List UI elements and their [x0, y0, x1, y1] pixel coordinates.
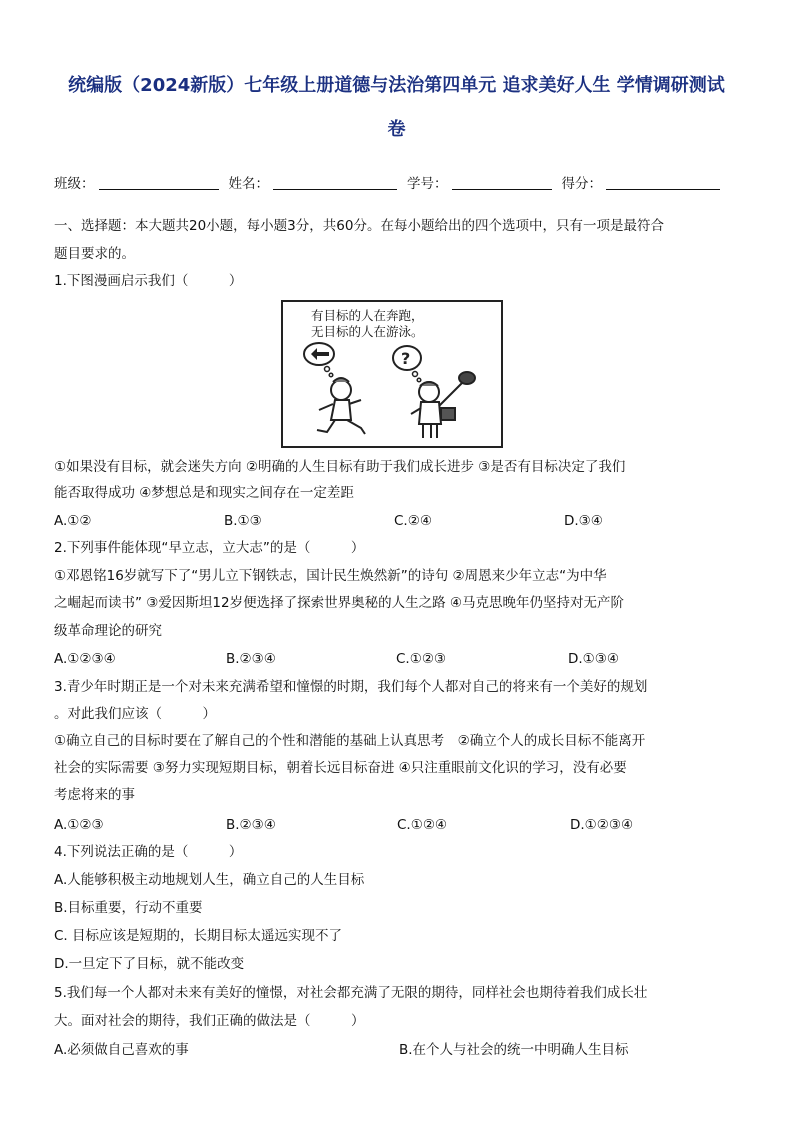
q4-stem: 4.下列说法正确的是（ ） [54, 844, 243, 860]
score-label: 得分： [561, 176, 602, 192]
q1-option-d[interactable]: D.③④ [564, 513, 603, 529]
q4-option-d[interactable]: D.一旦定下了目标，就不能改变 [54, 956, 245, 972]
q1-body-line-1: ①如果没有目标，就会迷失方向 ②明确的人生目标有助于我们成长进步 ③是否有目标决定了我们 [54, 459, 626, 475]
title-line-1: 统编版（2024新版）七年级上册道德与法治第四单元 追求美好人生 学情调研测试 [68, 75, 725, 96]
id-label: 学号： [407, 176, 448, 192]
q2-option-a[interactable]: A.①②③④ [54, 651, 116, 667]
q1-option-b[interactable]: B.①③ [224, 513, 262, 529]
q3-option-c[interactable]: C.①②④ [397, 817, 448, 833]
class-blank[interactable] [99, 174, 219, 190]
q5-options [54, 1040, 739, 1060]
q3-option-d[interactable]: D.①②③④ [570, 817, 634, 833]
id-blank[interactable] [452, 174, 552, 190]
q5-stem-line-2: 大。面对社会的期待，我们正确的做法是（ ） [54, 1013, 365, 1029]
q1-options [54, 511, 739, 531]
q4-option-a[interactable]: A.人能够积极主动地规划人生，确立自己的人生目标 [54, 872, 365, 888]
question-thought-bubble-icon [393, 346, 421, 382]
section-1-instruction-line-2: 题目要求的。 [54, 246, 135, 262]
cartoon-caption-line-1: 有目标的人在奔跑， [311, 308, 424, 323]
q4-option-c[interactable]: C. 目标应该是短期的，长期目标太遥远实现不了 [54, 928, 343, 944]
score-blank[interactable] [606, 174, 720, 190]
q4-option-b[interactable]: B.目标重要，行动不重要 [54, 900, 203, 916]
name-blank[interactable] [273, 174, 397, 190]
q2-option-d[interactable]: D.①③④ [568, 651, 619, 667]
q2-stem: 2.下列事件能体现“早立志，立大志”的是（ ） [54, 540, 365, 556]
q1-option-c[interactable]: C.②④ [394, 513, 432, 529]
class-label: 班级： [54, 176, 95, 192]
running-person-icon [317, 378, 365, 434]
q3-body-line-2: 社会的实际需要 ③努力实现短期目标，朝着长远目标奋进 ④只注重眼前文化识的学习，没有必要 [54, 760, 627, 776]
q2-option-b[interactable]: B.②③④ [226, 651, 276, 667]
section-1-instruction-line-1: 一、选择题：本大题共20小题，每小题3分，共60分。在每小题给出的四个选项中，只有一项是最符合 [54, 218, 664, 234]
q3-stem-line-2: 。对此我们应该（ ） [54, 706, 216, 722]
q2-options [54, 649, 739, 669]
q5-option-a[interactable]: A.必须做自己喜欢的事 [54, 1042, 189, 1058]
name-label: 姓名： [228, 176, 269, 192]
q2-body-line-1: ①邓恩铭16岁就写下了“男儿立下钢铁志，国计民生焕然新”的诗句 ②周恩来少年立志“为中华 [54, 568, 607, 584]
arrow-thought-bubble-icon [304, 343, 334, 377]
q2-option-c[interactable]: C.①②③ [396, 651, 447, 667]
q1-stem: 1.下图漫画启示我们（ ） [54, 273, 243, 289]
q3-option-b[interactable]: B.②③④ [226, 817, 276, 833]
q1-option-a[interactable]: A.①② [54, 513, 92, 529]
exam-title [40, 64, 753, 152]
student-info-row [54, 172, 720, 192]
q3-body-line-3: 考虑将来的事 [54, 787, 135, 803]
q5-stem-line-1: 5.我们每一个人都对未来有美好的憧憬，对社会都充满了无限的期待，同样社会也期待着我们成长壮 [54, 985, 648, 1001]
q2-body-line-3: 级革命理论的研究 [54, 623, 162, 639]
q5-option-b[interactable]: B.在个人与社会的统一中明确人生目标 [399, 1042, 629, 1058]
cartoon-caption-line-2: 无目标的人在游泳。 [311, 324, 424, 339]
q3-body-line-1: ①确立自己的目标时要在了解自己的个性和潜能的基础上认真思考 ②确立个人的成长目标不能离开 [54, 733, 646, 749]
q1-cartoon [281, 300, 503, 448]
svg-text:?: ? [401, 349, 411, 368]
cartoon-drawing [283, 302, 501, 446]
q3-options [54, 815, 739, 835]
q3-option-a[interactable]: A.①②③ [54, 817, 104, 833]
q2-body-line-2: 之崛起而读书” ③爱因斯坦12岁便选择了探索世界奥秘的人生之路 ④马克思晚年仍坚持对无产阶 [54, 595, 624, 611]
q1-body-line-2: 能否取得成功 ④梦想总是和现实之间存在一定差距 [54, 485, 354, 501]
title-line-2: 卷 [387, 119, 406, 140]
q3-stem-line-1: 3.青少年时期正是一个对未来充满希望和憧憬的时期，我们每个人都对自己的将来有一个美好的规划 [54, 679, 648, 695]
